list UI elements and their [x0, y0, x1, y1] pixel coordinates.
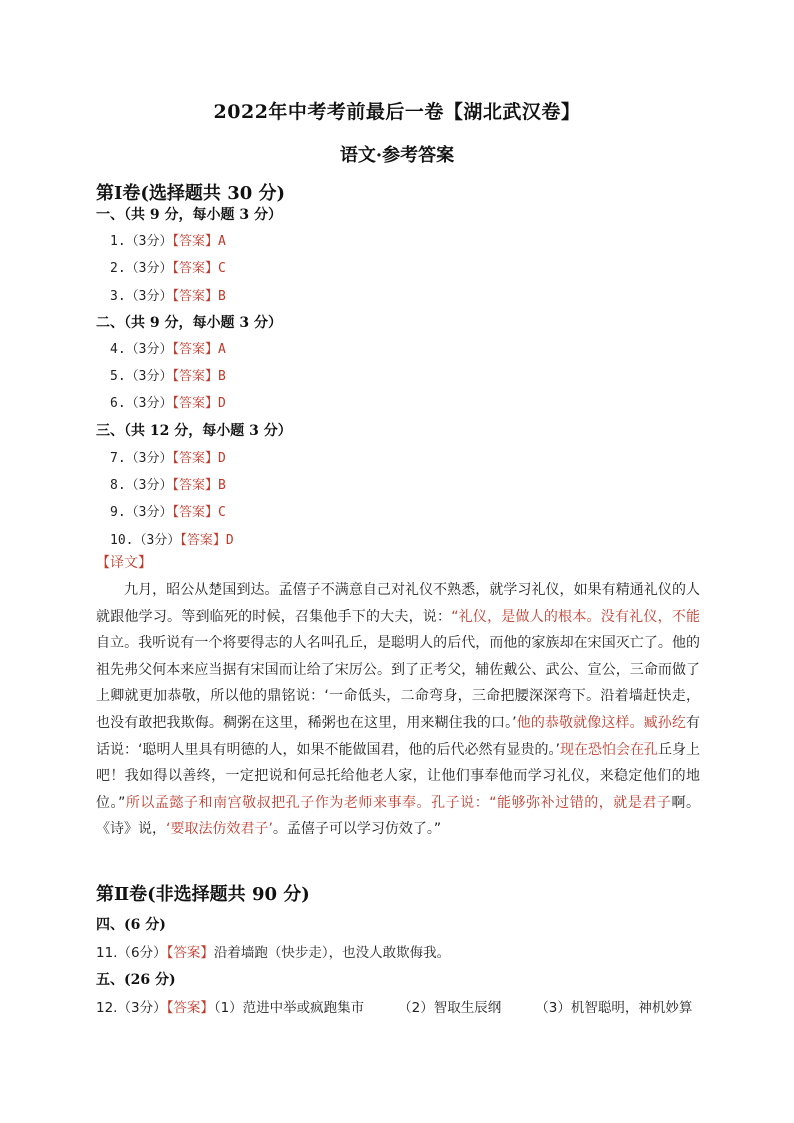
translation-text: 九月，昭公从楚国到达。孟僖子不满意自己对礼仪不熟悉，就学习礼仪，如果有精通礼仪的人就跟他学习。等到临死的时候，召集他手下的大夫，说：: [96, 582, 700, 625]
answer-num: 8.: [110, 478, 126, 493]
answer-num: 5.: [110, 369, 126, 384]
answer-part-1: （1）范进中举或疯跑集市: [213, 1000, 365, 1016]
answer-tag: 【答案】: [172, 505, 218, 520]
answer-row-9: [110, 501, 226, 520]
answer-tag: 【答案】: [172, 369, 218, 384]
answer-tag: 【答案】: [166, 1000, 214, 1016]
answer-points: （3分）: [125, 261, 173, 276]
answer-tag: 【答案】: [180, 533, 226, 548]
translation-highlight: 他的恭敬就像这样。臧孙纥: [516, 714, 686, 731]
answer-tag: 【答案】: [172, 451, 218, 466]
translation-text: 啊。《诗》说，: [96, 794, 700, 838]
answer-part-2: （2）智取生辰纲: [398, 1000, 502, 1016]
answer-value: D: [225, 533, 234, 548]
answer-value: C: [218, 261, 226, 276]
answer-value: B: [218, 369, 226, 384]
answer-value: D: [218, 396, 226, 411]
translation-text: 自立。我听说有一个将要得志的人名叫孔丘，是聪明人的后代，而他的家族却在宋国灭亡了。他的祖先弗父何本来应当据有宋国而让给了宋厉公。到了正考父，辅佐戴公、武公、宣公，三命而做了上卿就更加恭敬，所以他的鼎铭说：‘一命低头，二命弯身，三命把腰深深弯下。沿着墙赶快走，也没有敢把我欺侮。稠粥在这里，稀粥也在这里，用来糊住我的口。’: [96, 635, 700, 731]
translation-highlight: ‘要取法仿效君子’: [166, 821, 273, 838]
translation-text: 。孟僖子可以学习仿效了。”: [272, 821, 442, 838]
answer-value: B: [218, 478, 226, 493]
answer-points: （3分）: [117, 1000, 167, 1016]
section2-heading: 二、（共 9 分，每小题 3 分）: [96, 315, 282, 331]
answer-value: D: [218, 451, 226, 466]
answer-points: （3分）: [133, 533, 181, 548]
answer-value: A: [218, 234, 226, 249]
section3-heading: 三、（共 12 分，每小题 3 分）: [96, 423, 292, 439]
answer-num: 3.: [110, 289, 126, 304]
answer-points: （3分）: [125, 369, 173, 384]
page-title: 2022年中考考前最后一卷【湖北武汉卷】: [213, 101, 581, 123]
translation-tag: 【译文】: [96, 555, 152, 571]
answer-points: （3分）: [125, 451, 173, 466]
section1-heading: 一、（共 9 分，每小题 3 分）: [96, 207, 282, 223]
answer-num: 6.: [110, 396, 126, 411]
translation-highlight: 所以孟懿子和南宫敬叔把孔子作为老师来事奉。孔子说：“能够弥补过错的，就是君子: [125, 794, 672, 811]
section5-heading: 五、(26 分): [96, 972, 176, 988]
section4-heading: 四、(6 分): [96, 917, 166, 933]
answer-points: （3分）: [125, 234, 173, 249]
answer-row-7: [110, 447, 226, 466]
answer-row-3: [110, 285, 226, 304]
answer-points: （3分）: [125, 289, 173, 304]
answer-row-11: [96, 941, 450, 961]
answer-tag: 【答案】: [172, 261, 218, 276]
answer-row-12: [96, 996, 692, 1016]
answer-text: 沿着墙跑（快步走），也没人敢欺侮我。: [213, 945, 451, 961]
answer-row-8: [110, 474, 226, 493]
answer-points: （3分）: [125, 505, 173, 520]
answer-value: C: [218, 505, 226, 520]
answer-row-1: [110, 230, 226, 249]
answer-tag: 【答案】: [172, 342, 218, 357]
answer-points: （6分）: [117, 945, 167, 961]
answer-num: 11.: [96, 945, 118, 961]
translation-text: 丘身上吧！我如得以善终，一定把说和何忌托给他老人家，让他们事奉他而学习礼仪，来稳定他们的地位。”: [96, 741, 701, 811]
answer-tag: 【答案】: [172, 289, 218, 304]
answer-row-10: [110, 529, 234, 548]
answer-tag: 【答案】: [172, 396, 218, 411]
answer-points: （3分）: [125, 342, 173, 357]
answer-value: A: [218, 342, 226, 357]
answer-num: 10.: [110, 533, 134, 548]
translation-highlight: “礼仪，是做人的根本。没有礼仪，不能: [451, 608, 700, 625]
answer-points: （3分）: [125, 478, 173, 493]
answer-value: B: [218, 289, 226, 304]
answer-num: 7.: [110, 451, 126, 466]
answer-points: （3分）: [125, 396, 173, 411]
page-subtitle: 语文·参考答案: [339, 145, 455, 166]
answer-num: 9.: [110, 505, 126, 520]
answer-row-2: [110, 257, 226, 276]
part1-heading: 第Ⅰ卷(选择题共 30 分): [96, 183, 286, 204]
part2-heading: 第Ⅱ卷(非选择题共 90 分): [96, 884, 310, 905]
answer-tag: 【答案】: [172, 478, 218, 493]
translation-paragraph: [96, 577, 700, 843]
answer-row-5: [110, 365, 226, 384]
answer-row-4: [110, 338, 226, 357]
translation-highlight: 现在恐怕会在孔: [559, 741, 659, 758]
answer-row-6: [110, 392, 226, 411]
answer-num: 4.: [110, 342, 126, 357]
answer-num: 2.: [110, 261, 126, 276]
answer-num: 12.: [96, 1000, 118, 1016]
answer-tag: 【答案】: [172, 234, 218, 249]
answer-part-3: （3）机智聪明，神机妙算: [535, 1000, 693, 1016]
answer-num: 1.: [110, 234, 126, 249]
answer-tag: 【答案】: [166, 945, 214, 961]
translation-text: 有话说：‘聪明人里具有明德的人，如果不能做国君，他的后代必然有显贵的。’: [96, 714, 700, 758]
